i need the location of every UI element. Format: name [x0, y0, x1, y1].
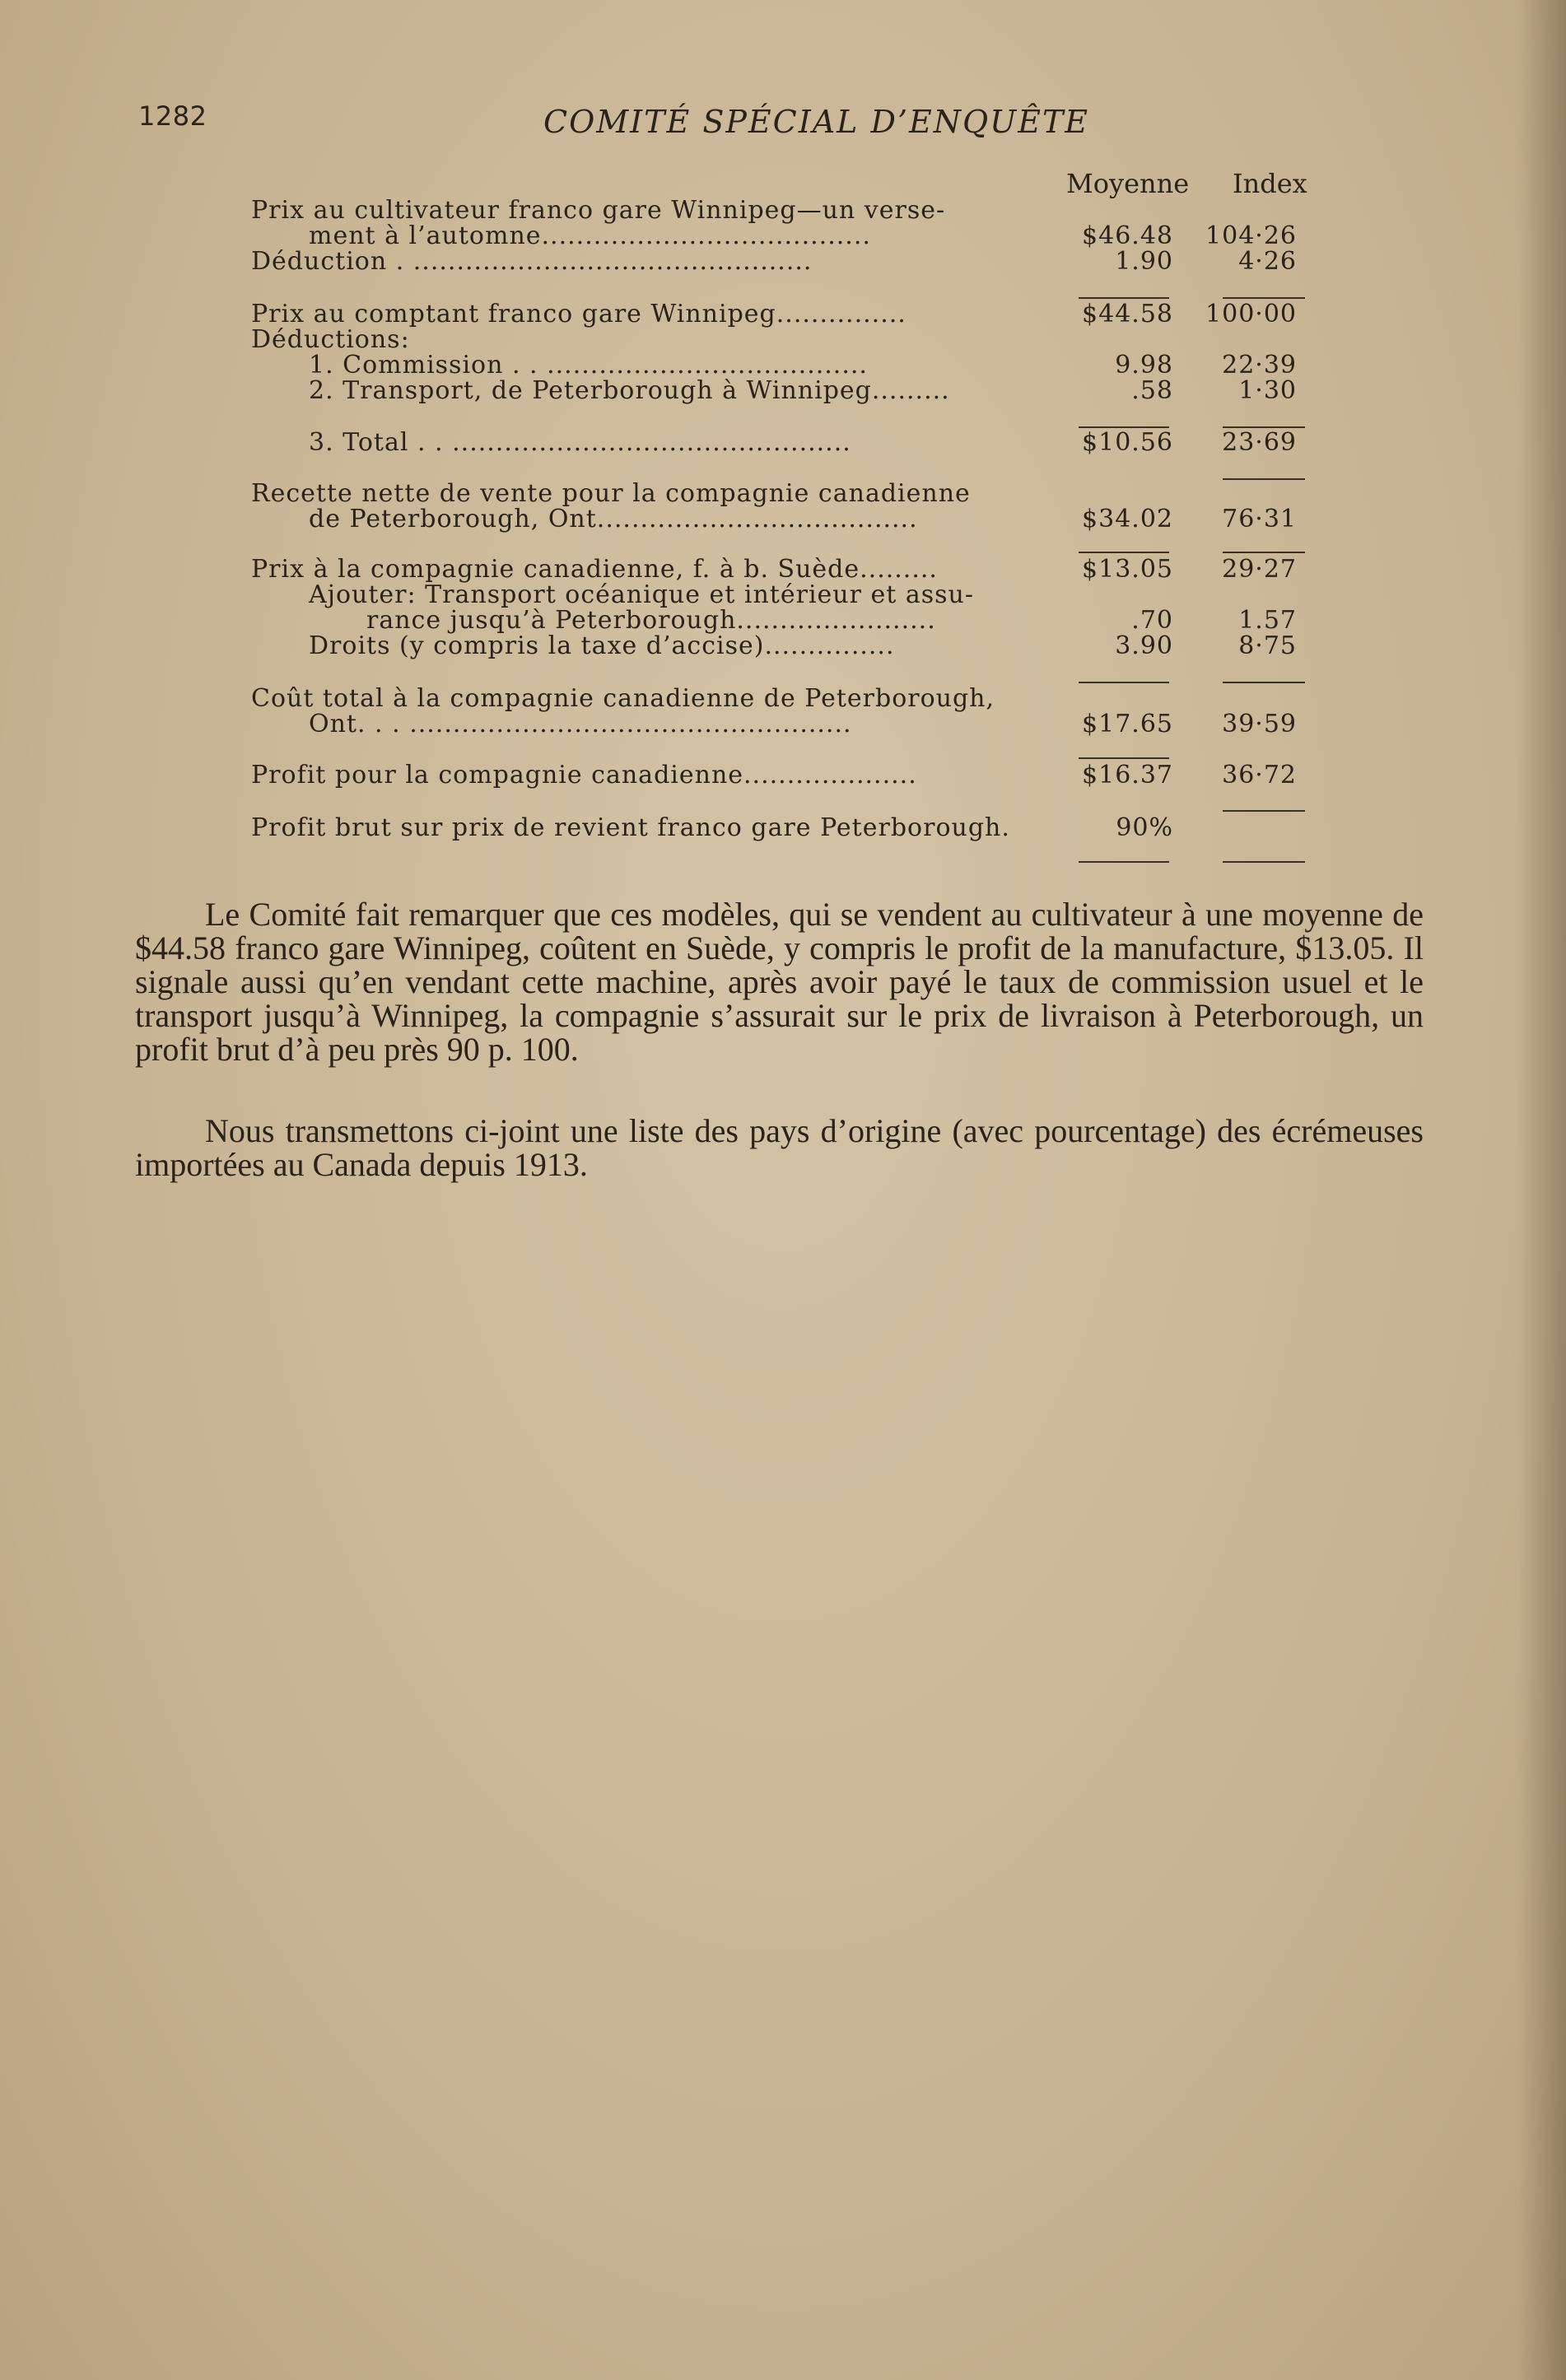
- row-moyenne: $44.58: [1082, 300, 1173, 328]
- rule-line: [1079, 757, 1169, 759]
- running-title: COMITÉ SPÉCIAL D’ENQUÊTE: [543, 104, 1090, 140]
- row-label: de Peterborough, Ont.....................................: [309, 505, 918, 533]
- rule-line: [1223, 861, 1305, 863]
- row-moyenne: 90%: [1116, 813, 1173, 842]
- paragraph-text: Nous transmettons ci-joint une liste des pays d’origine (avec pourcentage) des écrémeuses importées au Canada depuis 1913.: [135, 1112, 1424, 1183]
- rule-line: [1223, 297, 1305, 299]
- row-index: 1·30: [1238, 376, 1297, 405]
- row-moyenne: $46.48: [1082, 221, 1173, 250]
- rule-line: [1223, 552, 1305, 553]
- row-label: Profit pour la compagnie canadienne....................: [251, 761, 917, 789]
- row-label: Profit brut sur prix de revient franco gare Peterborough.: [251, 813, 1010, 842]
- body-paragraph-1: [135, 897, 1424, 1066]
- row-label: Recette nette de vente pour la compagnie canadienne: [251, 479, 971, 508]
- row-index: 8·75: [1238, 631, 1297, 660]
- row-label: Prix au comptant franco gare Winnipeg...............: [251, 300, 907, 328]
- column-header-moyenne: Moyenne: [1066, 168, 1190, 199]
- row-moyenne: $13.05: [1082, 555, 1173, 584]
- row-label: Prix à la compagnie canadienne, f. à b. Suède.........: [251, 555, 938, 584]
- rule-line: [1079, 861, 1169, 863]
- rule-line: [1223, 810, 1305, 812]
- row-label: 2. Transport, de Peterborough à Winnipeg.........: [309, 376, 950, 405]
- rule-line: [1223, 682, 1305, 683]
- row-label: rance jusqu’à Peterborough.......................: [366, 606, 936, 635]
- row-index: 4·26: [1238, 247, 1297, 276]
- row-label: Prix au cultivateur franco gare Winnipeg—un verse-: [251, 196, 946, 225]
- row-index: 104·26: [1205, 221, 1297, 250]
- row-index: 1.57: [1238, 606, 1297, 635]
- row-moyenne: 9.98: [1115, 351, 1173, 380]
- page-number: 1282: [138, 100, 207, 132]
- page-edge-shadow: [1517, 0, 1566, 2380]
- row-label: Ont. . . ...................................................: [309, 710, 852, 738]
- row-label: 3. Total . . ..............................................: [309, 428, 851, 457]
- rule-line: [1223, 478, 1305, 480]
- row-index: 100·00: [1205, 300, 1297, 328]
- row-moyenne: $17.65: [1082, 710, 1173, 738]
- row-label: Droits (y compris la taxe d’accise)...............: [309, 631, 895, 660]
- row-index: 36·72: [1222, 761, 1297, 789]
- rule-line: [1079, 682, 1169, 683]
- body-paragraph-2: [135, 1114, 1424, 1181]
- row-moyenne: $16.37: [1082, 761, 1173, 789]
- row-label: ment à l’automne......................................: [309, 221, 871, 250]
- row-label: Déduction . ..............................................: [251, 247, 813, 276]
- row-index: 39·59: [1222, 710, 1297, 738]
- row-index: 23·69: [1222, 428, 1297, 457]
- row-label: Déductions:: [251, 325, 410, 354]
- row-moyenne: $34.02: [1082, 505, 1173, 533]
- row-label: Coût total à la compagnie canadienne de Peterborough,: [251, 684, 995, 713]
- rule-line: [1079, 297, 1169, 299]
- row-label: Ajouter: Transport océanique et intérieur et assu-: [309, 580, 974, 609]
- rule-line: [1079, 552, 1169, 553]
- row-moyenne: .58: [1131, 376, 1173, 405]
- row-moyenne: $10.56: [1082, 428, 1173, 457]
- column-header-index: Index: [1233, 168, 1307, 199]
- paragraph-text: Le Comité fait remarquer que ces modèles, qui se vendent au cultivateur à une moyenne de $44.58 franco gare Winnipeg, coûtent en Suède, y compris le profit de la manufacture, $13.05. Il signale aussi qu’en vendant cette machine, après avoir payé le taux de commission usuel et le transport jusqu’à Winnipeg, la compagnie s’assurait sur le prix de livraison à Peterborough, un profit brut d’à peu près 90 p. 100.: [135, 896, 1424, 1068]
- row-index: 29·27: [1222, 555, 1297, 584]
- row-moyenne: 1.90: [1115, 247, 1173, 276]
- row-index: 76·31: [1222, 505, 1297, 533]
- row-index: 22·39: [1222, 351, 1297, 380]
- row-label: 1. Commission . . .....................................: [309, 351, 868, 380]
- row-moyenne: 3.90: [1115, 631, 1173, 660]
- row-moyenne: .70: [1131, 606, 1173, 635]
